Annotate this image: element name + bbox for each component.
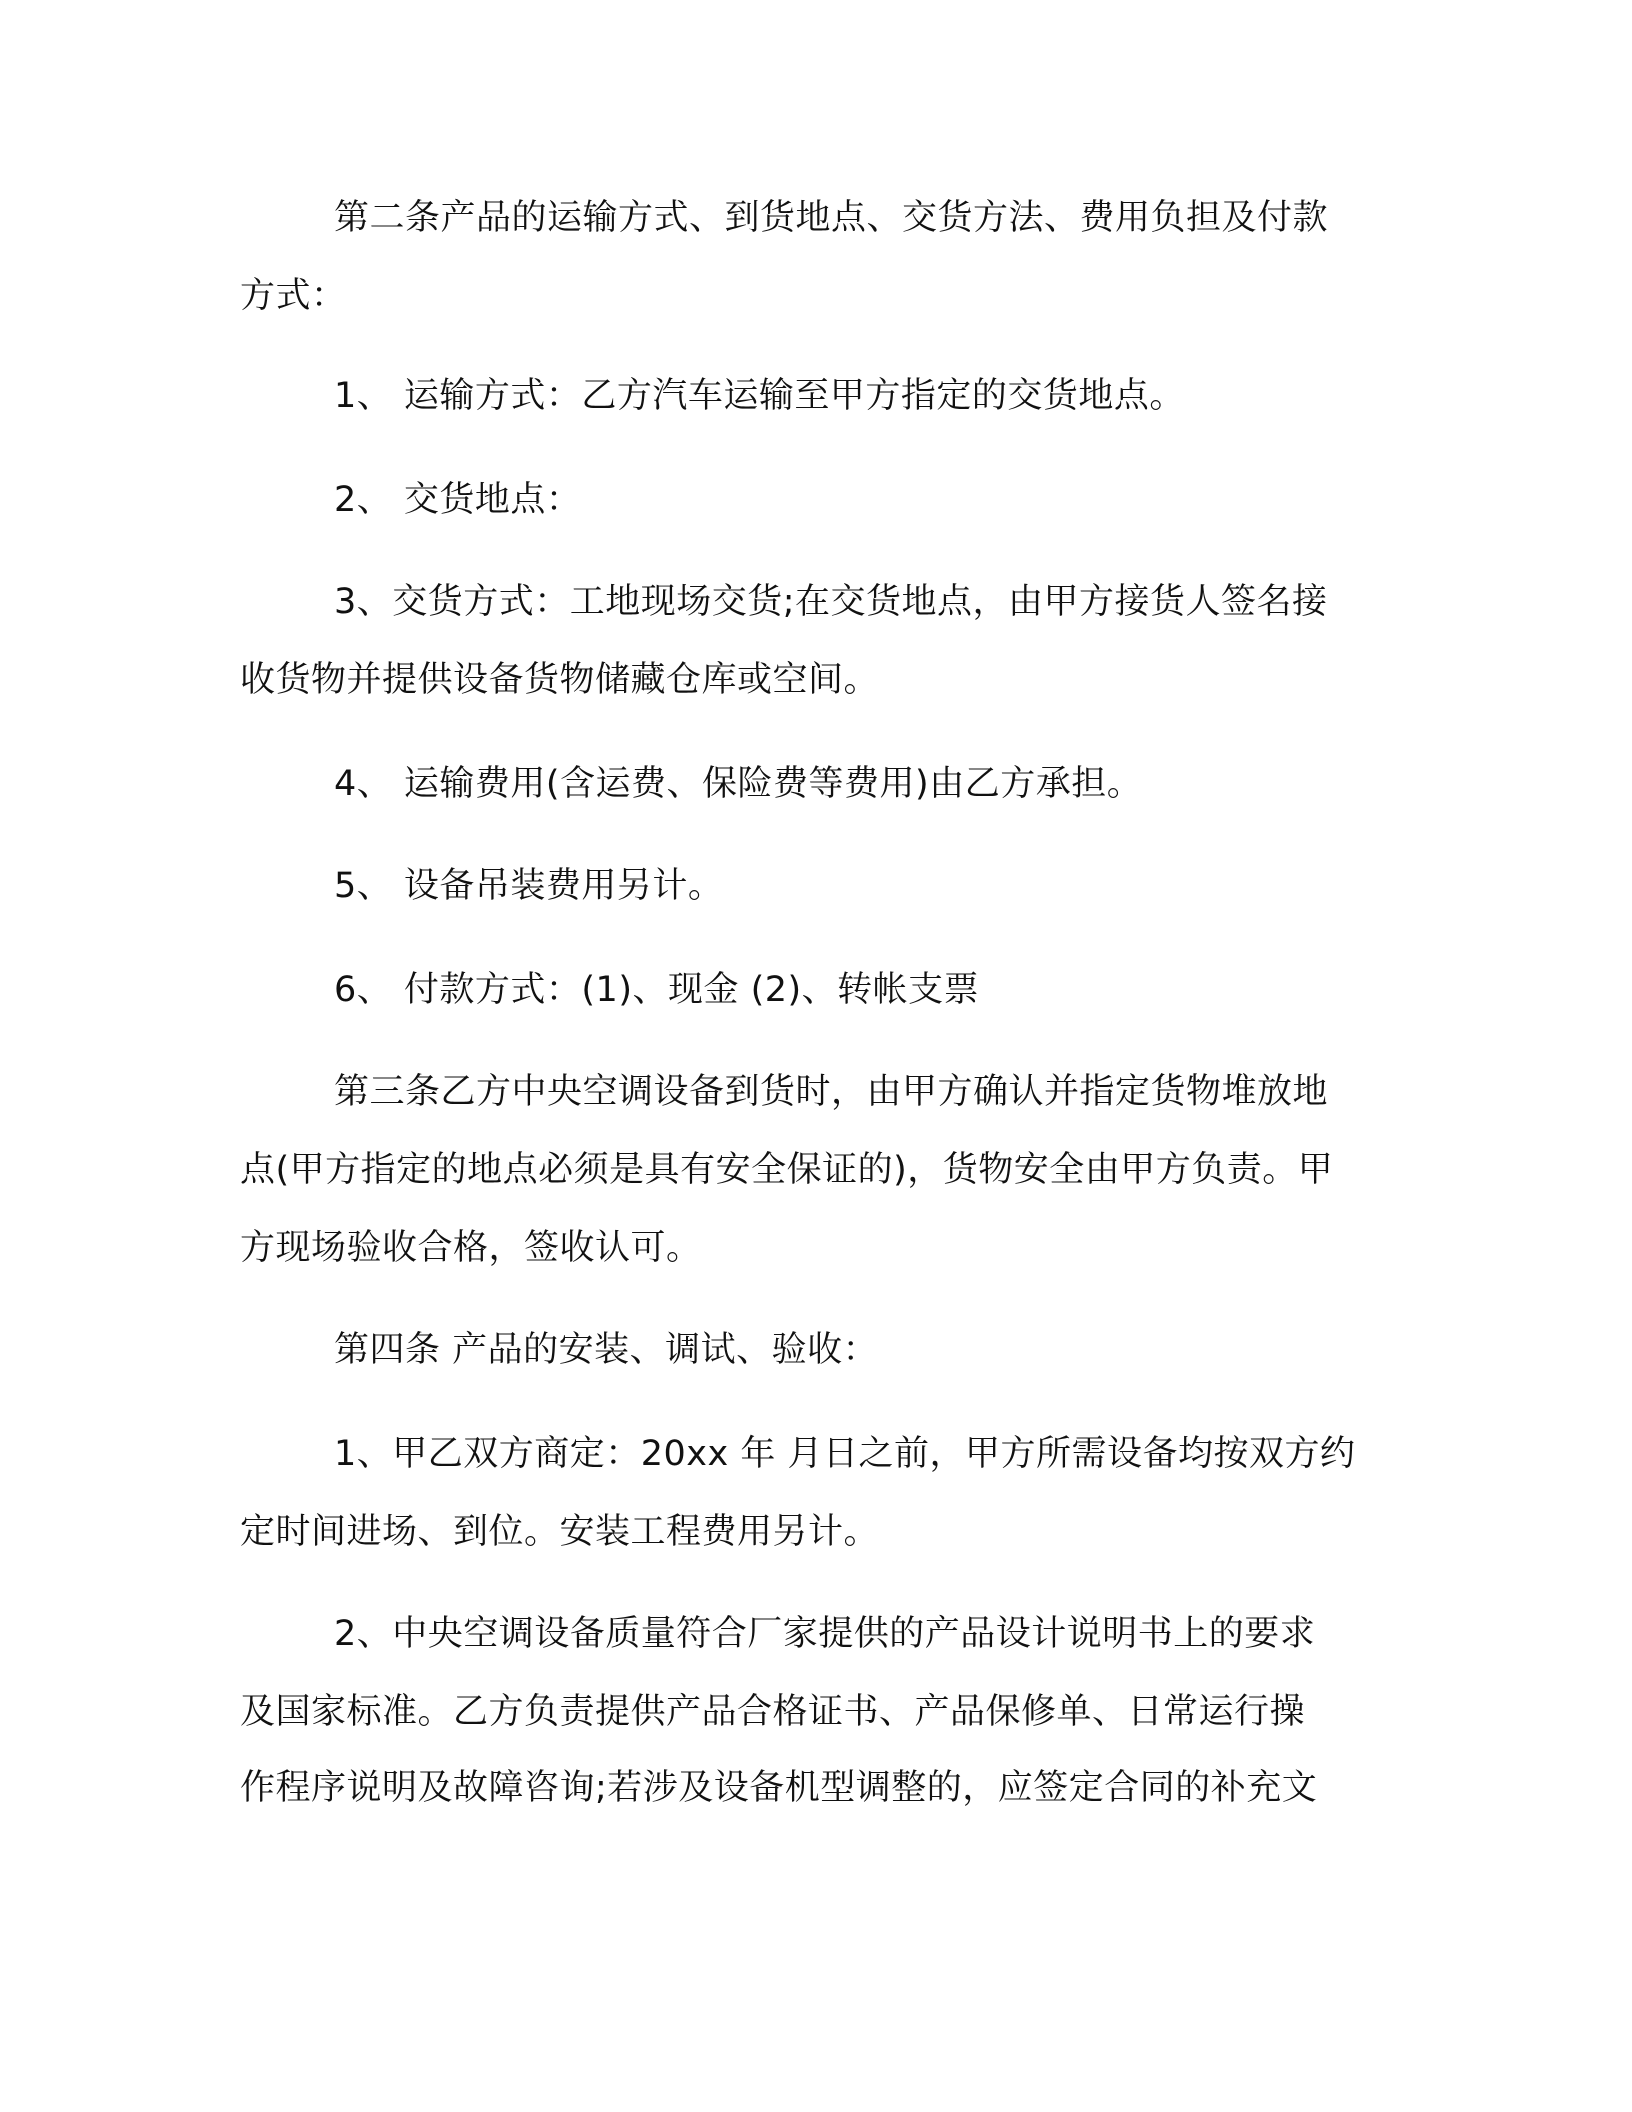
article-3-line-1: 第三条乙方中央空调设备到货时，由甲方确认并指定货物堆放地: [334, 1072, 1329, 1112]
article-3-line-2: 点(甲方指定的地点必须是具有安全保证的)，货物安全由甲方负责。甲: [240, 1150, 1334, 1190]
item-1-transport-method: 1、 运输方式：乙方汽车运输至甲方指定的交货地点。: [334, 376, 1185, 416]
article-4-item-1-line-1: 1、甲乙双方商定：20xx 年 月日之前，甲方所需设备均按双方约: [334, 1434, 1356, 1474]
article-3-line-3: 方现场验收合格，签收认可。: [240, 1228, 702, 1268]
article-4-item-1-line-2: 定时间进场、到位。安装工程费用另计。: [240, 1512, 880, 1552]
item-2-delivery-location: 2、 交货地点：: [334, 480, 582, 520]
article-4-item-2-line-2: 及国家标准。乙方负责提供产品合格证书、产品保修单、日常运行操: [240, 1692, 1306, 1732]
item-6-payment-method: 6、 付款方式：(1)、现金 (2)、转帐支票: [334, 970, 980, 1010]
item-3-delivery-method-line-2: 收货物并提供设备货物储藏仓库或空间。: [240, 660, 880, 700]
article-4-heading: 第四条 产品的安装、调试、验收：: [334, 1330, 879, 1370]
article-4-item-2-line-1: 2、中央空调设备质量符合厂家提供的产品设计说明书上的要求: [334, 1614, 1316, 1654]
item-5-hoisting-cost: 5、 设备吊装费用另计。: [334, 866, 724, 906]
article-2-heading-line-2: 方式：: [240, 276, 347, 316]
article-2-heading-line-1: 第二条产品的运输方式、到货地点、交货方法、费用负担及付款: [334, 198, 1329, 238]
item-4-transport-cost: 4、 运输费用(含运费、保险费等费用)由乙方承担。: [334, 764, 1143, 804]
article-4-item-2-line-3: 作程序说明及故障咨询;若涉及设备机型调整的，应签定合同的补充文: [240, 1768, 1318, 1808]
item-3-delivery-method-line-1: 3、交货方式：工地现场交货;在交货地点，由甲方接货人签名接: [334, 582, 1328, 622]
